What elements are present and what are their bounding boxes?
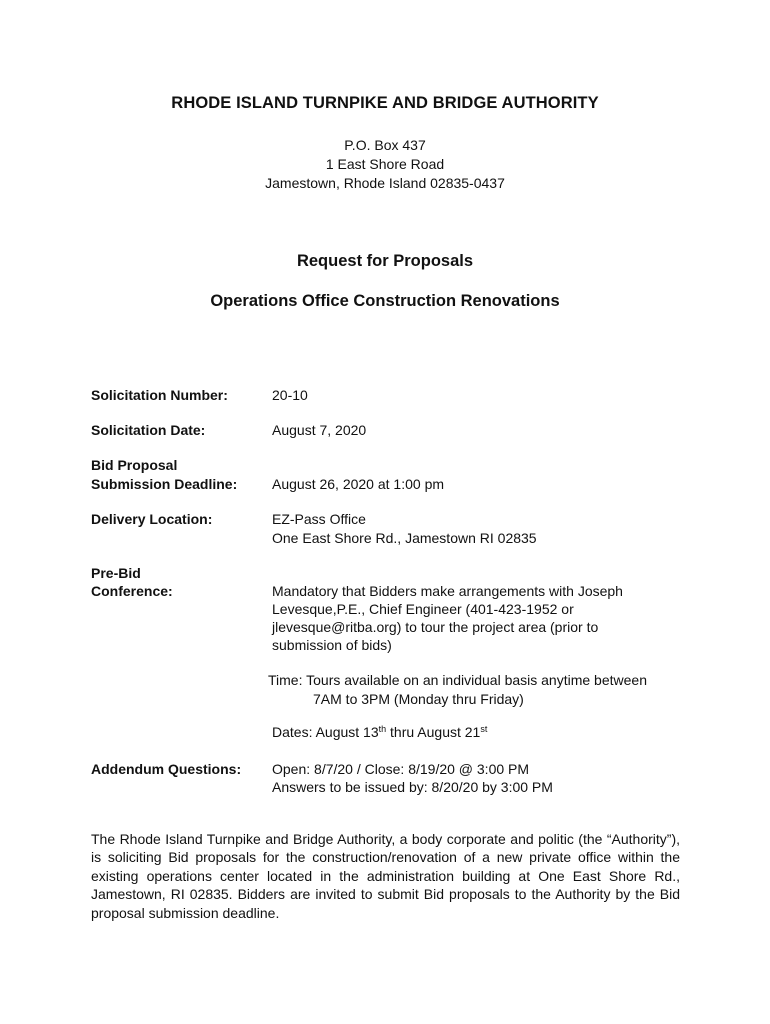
solicitation-number-label: Solicitation Number: <box>91 387 228 403</box>
prebid-label-line1: Pre-Bid <box>91 565 141 581</box>
dates-sup-th: th <box>378 724 387 734</box>
addendum-line1: Open: 8/7/20 / Close: 8/19/20 @ 3:00 PM <box>272 761 530 777</box>
prebid-text-line4: submission of bids) <box>272 637 392 653</box>
prebid-text-line1: Mandatory that Bidders make arrangements with Joseph <box>272 583 623 599</box>
dates-mid: thru August 21 <box>386 724 481 740</box>
rfp-title: Request for Proposals <box>296 252 474 270</box>
addendum-questions-label: Addendum Questions: <box>91 761 242 777</box>
deadline-value: August 26, 2020 at 1:00 pm <box>272 476 445 492</box>
prebid-time-line1: Time: Tours available on an individual basis anytime between <box>268 672 647 688</box>
prebid-dates <box>272 723 487 742</box>
address-block <box>0 136 770 193</box>
addendum-line2: Answers to be issued by: 8/20/20 by 3:00 PM <box>272 779 553 795</box>
address-po-box: P.O. Box 437 <box>344 137 426 153</box>
delivery-location-line1: EZ-Pass Office <box>272 511 366 527</box>
dates-sup-st: st <box>480 724 488 734</box>
solicitation-date-label: Solicitation Date: <box>91 422 206 438</box>
delivery-location-line2: One East Shore Rd., Jamestown RI 02835 <box>272 530 537 546</box>
dates-prefix: Dates: August 13 <box>272 724 379 740</box>
delivery-location-label: Delivery Location: <box>91 511 213 527</box>
solicitation-number-value: 20-10 <box>272 387 308 403</box>
address-street: 1 East Shore Road <box>325 156 445 172</box>
prebid-time-line2: 7AM to 3PM (Monday thru Friday) <box>313 691 524 707</box>
project-title: Operations Office Construction Renovations <box>210 292 560 310</box>
organization-title: RHODE ISLAND TURNPIKE AND BRIDGE AUTHORITY <box>171 94 599 112</box>
solicitation-date-value: August 7, 2020 <box>272 422 367 438</box>
prebid-text-line3: jlevesque@ritba.org) to tour the project area (prior to <box>272 619 599 635</box>
prebid-text-line2: Levesque,P.E., Chief Engineer (401-423-1952 or <box>272 601 574 617</box>
address-city: Jamestown, Rhode Island 02835-0437 <box>265 175 505 191</box>
deadline-label-line2: Submission Deadline: <box>91 476 238 492</box>
prebid-time-block <box>268 671 647 709</box>
deadline-label-line1: Bid Proposal <box>91 457 178 473</box>
intro-paragraph: The Rhode Island Turnpike and Bridge Authority, a body corporate and politic (the “Authority”), is soliciting Bid proposals for the construction/renovation of a new private office within the existing operations center located in the administration building at One East Shore Rd., Jamestown, RI 02835. Bidders are invited to submit Bid proposals to the Authority by the Bid proposal submission deadline. <box>91 831 680 921</box>
prebid-label-line2: Conference: <box>91 583 173 599</box>
